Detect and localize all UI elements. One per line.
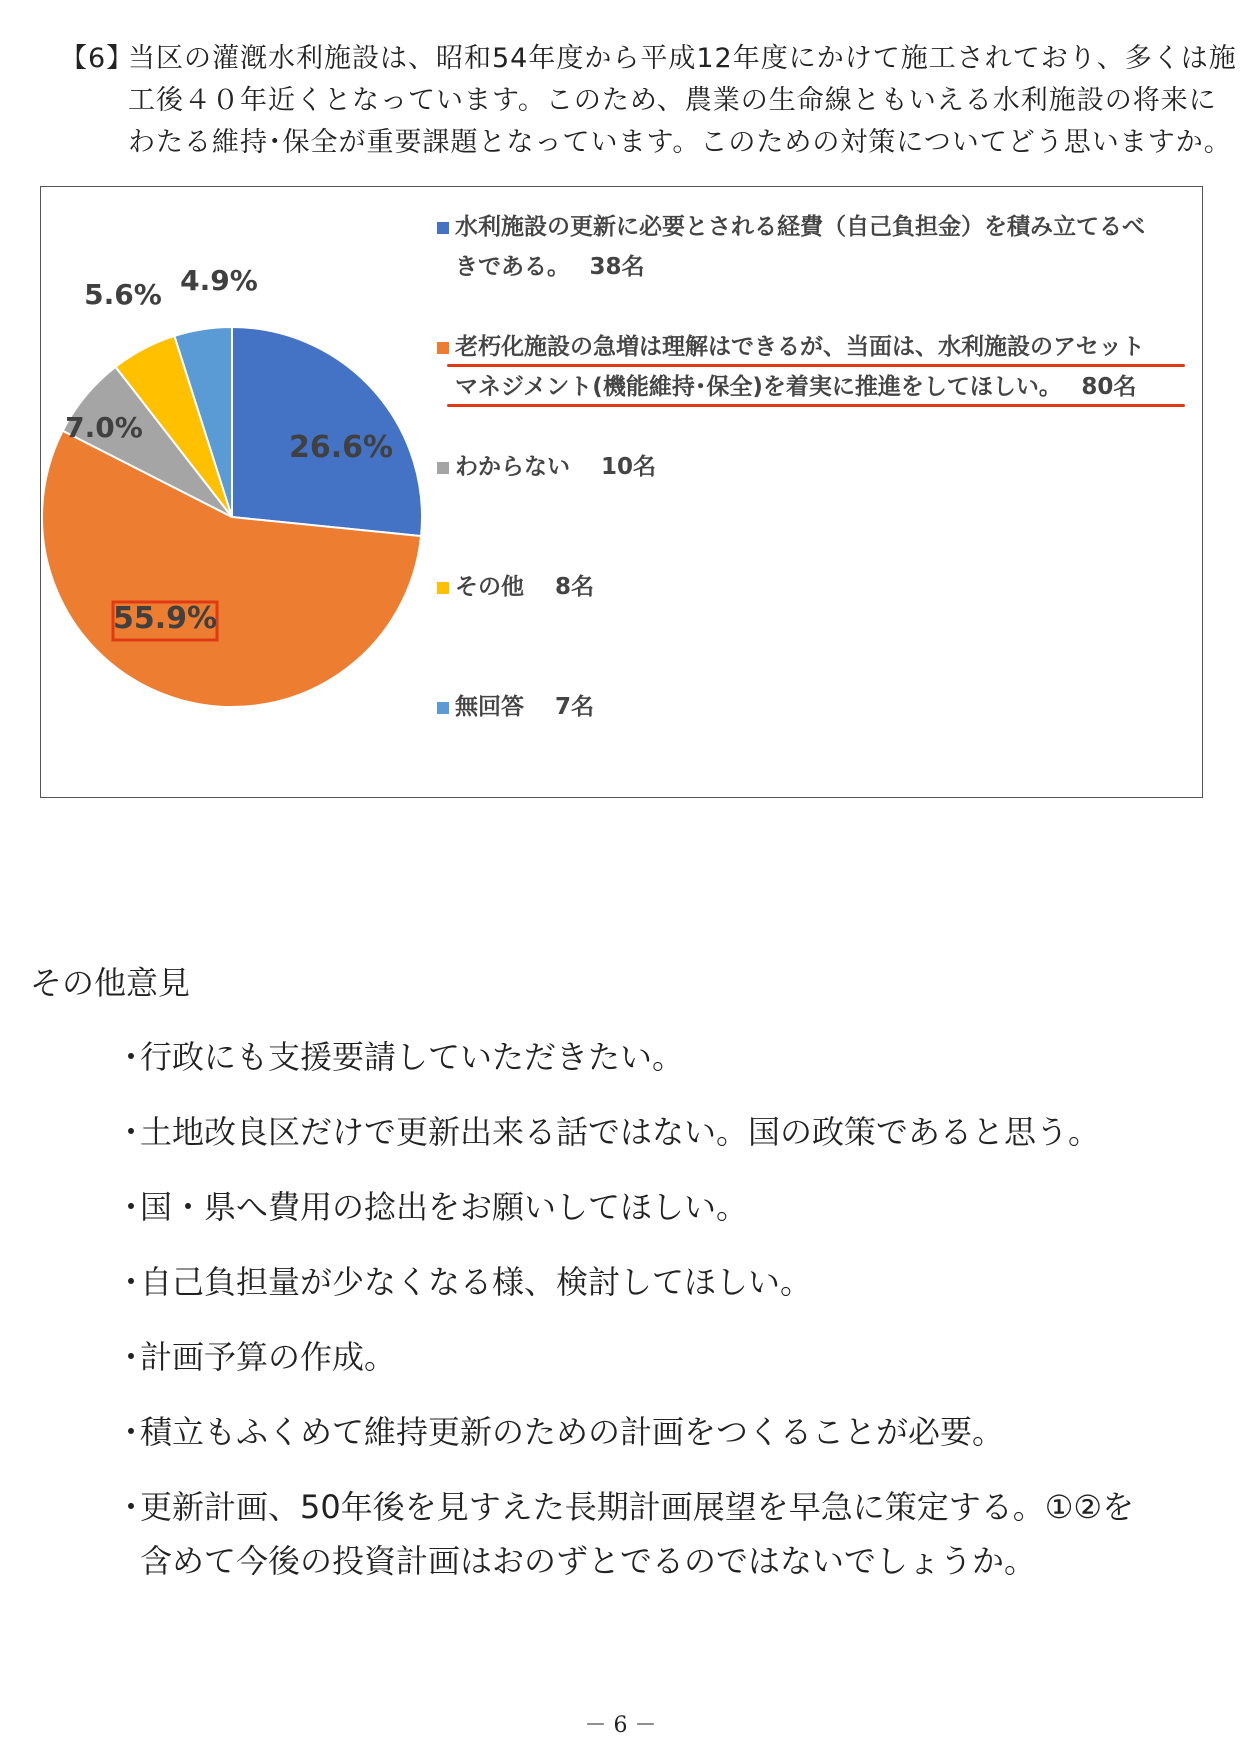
legend-label: 老朽化施設の急増は理解はできるが、当面は、水利施設のアセット マネジメント(機能維持･保全)を着実に推進をしてほしい。 80名 <box>455 334 1145 400</box>
legend-label: 水利施設の更新に必要とされる経費（自己負担金）を積み立てるべ きである。 38名 <box>455 214 1145 280</box>
data-label: 4.9% <box>180 264 258 297</box>
question-number: 【6】 <box>60 43 135 74</box>
legend-swatch-orange <box>437 342 449 354</box>
data-label: 5.6% <box>84 278 162 311</box>
other-opinions-title: その他意見 <box>30 964 191 1002</box>
legend-swatch-light-blue <box>437 702 449 714</box>
legend-swatch-yellow <box>437 582 449 594</box>
data-label: 55.9% <box>112 601 218 636</box>
data-label: 26.6% <box>288 430 394 465</box>
legend-label: わからない 10名 <box>455 454 657 480</box>
legend-swatch-gray <box>437 462 449 474</box>
legend-label: 無回答 7名 <box>455 694 595 720</box>
pie-chart-frame <box>40 186 1203 798</box>
question-text: 当区の灌漑水利施設は、昭和54年度から平成12年度にかけて施工されており、多くは施 工後４０年近くとなっています。このため、農業の生命線ともいえる水利施設の将来に わたる維持･保全が重要課題となっています。このための対策についてどう思いますか。 <box>128 43 1237 158</box>
legend-swatch-blue <box>437 222 449 234</box>
data-label: 7.0% <box>65 411 143 444</box>
highlight-underline-2 <box>447 404 1185 407</box>
page-number: － 6 － <box>584 1713 657 1738</box>
legend-label: その他 8名 <box>455 574 595 600</box>
highlight-underline-1 <box>447 364 1185 367</box>
